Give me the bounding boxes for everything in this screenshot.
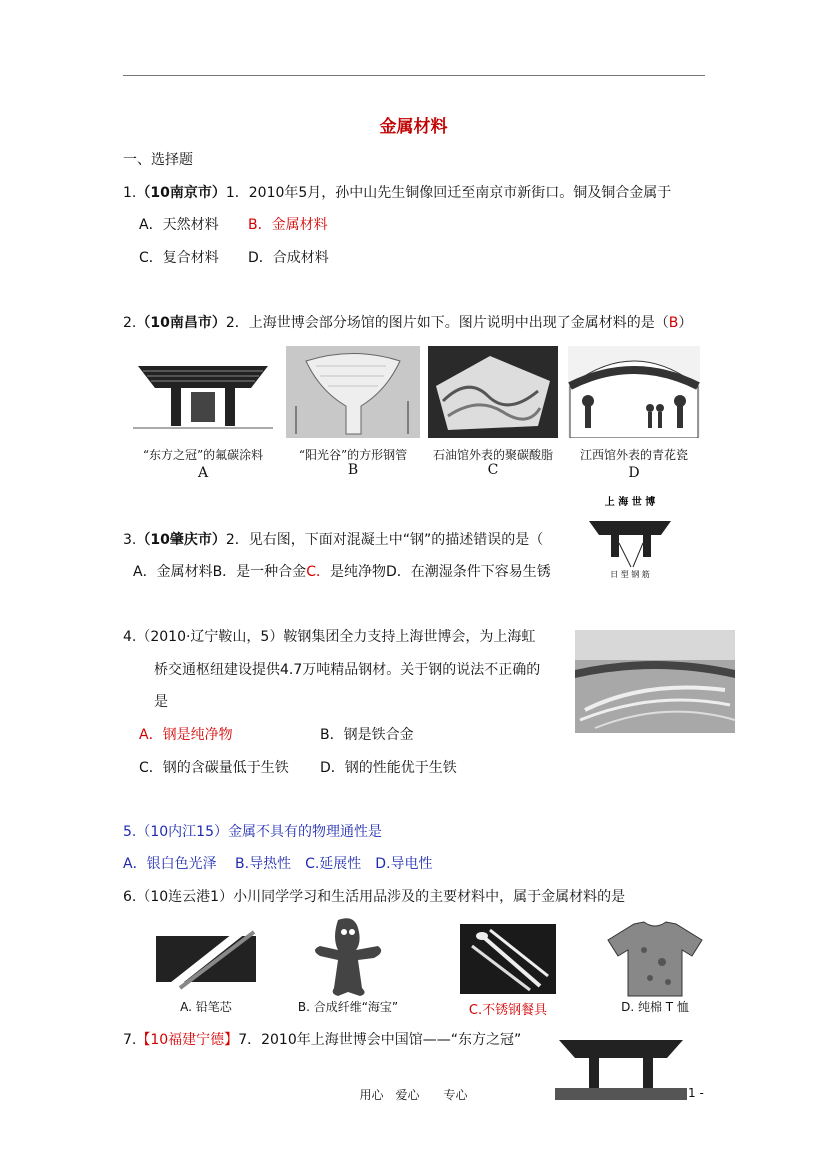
q3-image-title: 上 海 世 博 (604, 497, 656, 508)
q4-line2: 桥交通枢纽建设提供4.7万吨精品钢材。关于钢的说法不正确的 (154, 662, 541, 678)
q2-letter-c: C (487, 462, 499, 478)
oil-pavilion-image (428, 346, 558, 438)
q6-caption-c: C.不锈钢餐具 (468, 1003, 548, 1018)
q2-stem: 2.（10南昌市）2．上海世博会部分场馆的图片如下。图片说明中出现了金属材料的是（B） (123, 315, 693, 331)
q4-option-b: B．钢是铁合金 (320, 727, 414, 743)
q4-line1: 4.（2010·辽宁鞍山，5）鞍钢集团全力支持上海世博会，为上海虹 (123, 629, 536, 645)
q1-option-d: D．合成材料 (248, 250, 329, 266)
q7-stem: 7.【10福建宁德】7．2010年上海世博会中国馆——“东方之冠” (123, 1032, 522, 1048)
q2-caption-a: “东方之冠”的氟碳涂料 (142, 448, 264, 462)
q5-options: A．银白色光泽 B.导热性 C.延展性 D.导电性 (123, 856, 433, 872)
q2-letter-a: A (197, 465, 209, 481)
q4-option-c: C．钢的含碳量低于生铁 (139, 760, 289, 776)
page-number: 1 - (688, 1086, 704, 1100)
q2-caption-d: 江西馆外表的青花瓷 (579, 448, 688, 462)
q2-caption-b: “阳光谷”的方形钢管 (298, 448, 408, 462)
q4-line3: 是 (154, 694, 168, 710)
q4-option-d: D．钢的性能优于生铁 (320, 760, 457, 776)
q6-caption-a: A. 铅笔芯 (180, 1000, 232, 1014)
q1-option-b: B．金属材料 (248, 217, 328, 233)
q5-stem: 5.（10内江15）金属不具有的物理通性是 (123, 824, 382, 840)
pencil-lead-image (150, 922, 262, 994)
page-footer: 用心 爱心 专心 (359, 1088, 468, 1102)
q2-letter-d: D (628, 465, 640, 481)
q4-option-a: A．钢是纯净物 (139, 727, 233, 743)
q1-stem: 1.（10南京市）1．2010年5月，孙中山先生铜像回迁至南京市新街口。铜及铜合金属于 (123, 185, 672, 201)
q1-option-a: A．天然材料 (139, 217, 219, 233)
page-title: 金属材料 (379, 117, 448, 137)
header-rule (123, 75, 705, 76)
q3-options: A．金属材料B．是一种合金C．是纯净物D．在潮湿条件下容易生锈 (133, 564, 551, 580)
q6-caption-d: D. 纯棉 T 恤 (621, 1000, 689, 1014)
hongqiao-hub-image (575, 630, 735, 733)
sun-valley-image (286, 346, 420, 438)
q3-stem: 3.（10肇庆市）2．见右图，下面对混凝土中“钢”的描述错误的是（ (123, 532, 544, 548)
cotton-tshirt-image (604, 920, 706, 998)
q2-letter-b: B (347, 462, 359, 478)
q6-stem: 6.（10连云港1）小川同学学习和生活用品涉及的主要材料中，属于金属材料的是 (123, 889, 626, 905)
haibao-image (298, 916, 398, 998)
q2-caption-c: 石油馆外表的聚碳酸脂 (432, 448, 553, 462)
china-pavilion-image (133, 346, 273, 438)
jiangxi-pavilion-image (568, 346, 700, 438)
q1-option-c: C．复合材料 (139, 250, 219, 266)
q6-caption-b: B. 合成纤维“海宝” (297, 1000, 399, 1014)
cutlery-image (460, 924, 556, 994)
section-heading: 一、选择题 (123, 152, 193, 168)
q3-image-label: 日 型 钢 筋 (610, 570, 650, 579)
q3-steel-image (583, 487, 677, 579)
